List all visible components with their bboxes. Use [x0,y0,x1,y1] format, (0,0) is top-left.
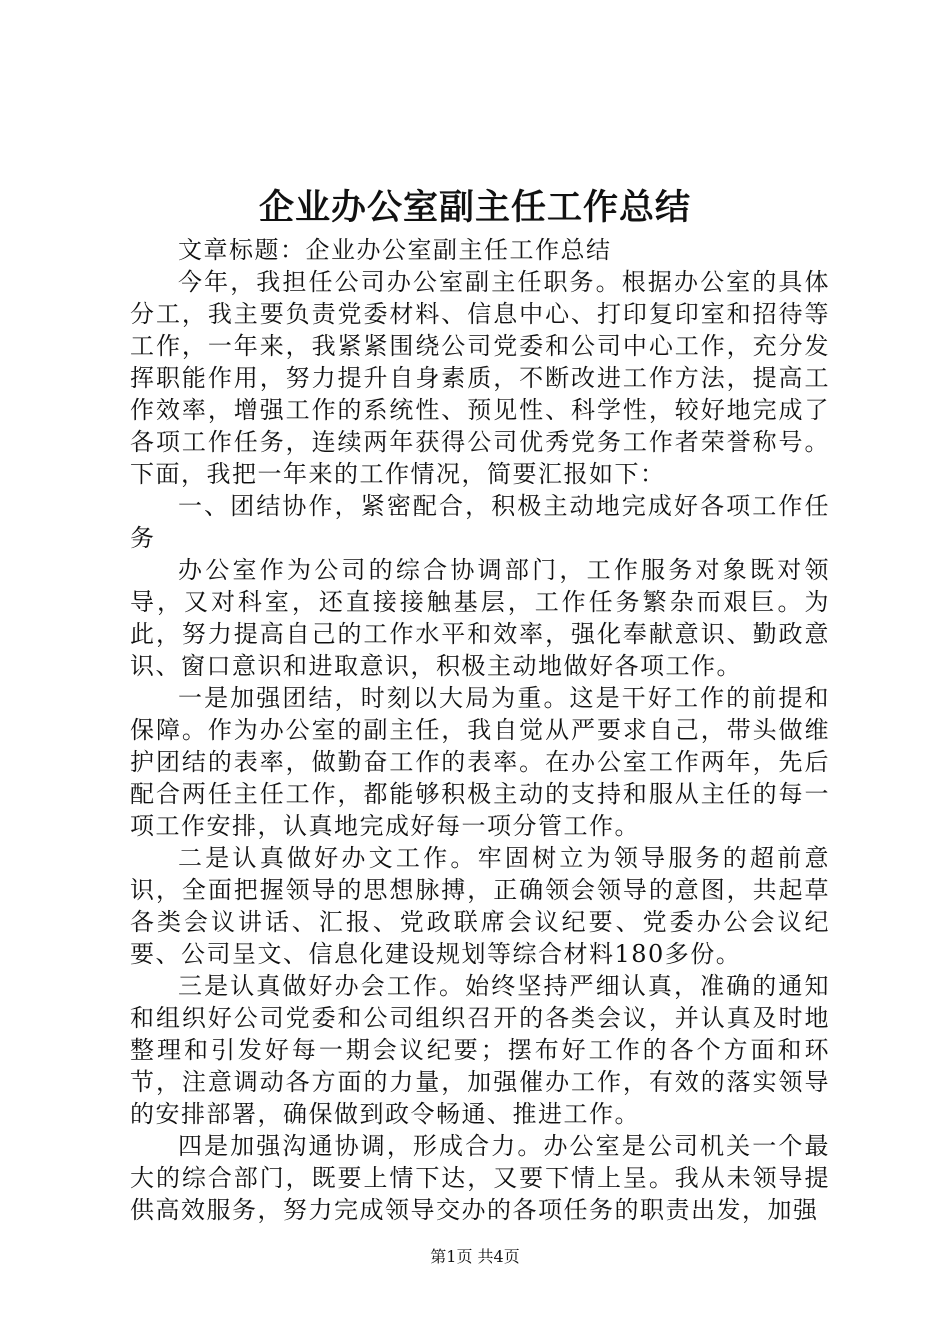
paragraph-point-three: 三是认真做好办会工作。始终坚持严细认真，准确的通知和组织好公司党委和公司组织召开的各类会议，并认真及时地整理和引发好每一期会议纪要；摆布好工作的各个方面和环节，注意调动各方面的力量，加强催办工作，有效的落实领导的安排部署，确保做到政令畅通、推进工作。 [130,972,830,1128]
paragraph-point-four: 四是加强沟通协调，形成合力。办公室是公司机关一个最大的综合部门，既要上情下达，又要下情上呈。我从未领导提供高效服务，努力完成领导交办的各项任务的职责出发，加强 [130,1132,830,1224]
paragraph-article-heading: 文章标题：企业办公室副主任工作总结 [178,236,612,264]
paragraph-point-one: 一是加强团结，时刻以大局为重。这是干好工作的前提和保障。作为办公室的副主任，我自觉从严要求自己，带头做维护团结的表率，做勤奋工作的表率。在办公室工作两年，先后配合两任主任工作，都能够积极主动的支持和服从主任的每一项工作安排，认真地完成好每一项分管工作。 [130,684,830,840]
paragraph-section-heading: 一、团结协作，紧密配合，积极主动地完成好各项工作任务 [130,492,830,552]
document-title: 企业办公室副主任工作总结 [258,187,691,228]
document-body [130,234,830,1226]
paragraph-intro: 今年，我担任公司办公室副主任职务。根据办公室的具体分工，我主要负责党委材料、信息中心、打印复印室和招待等工作，一年来，我紧紧围绕公司党委和公司中心工作，充分发挥职能作用，努力提升自身素质，不断改进工作方法，提高工作效率，增强工作的系统性、预见性、科学性，较好地完成了各项工作任务，连续两年获得公司优秀党务工作者荣誉称号。下面，我把一年来的工作情况，简要汇报如下： [130,268,830,488]
page-footer: 第1页 共4页 [430,1247,520,1266]
paragraph-point-two: 二是认真做好办文工作。牢固树立为领导服务的超前意识，全面把握领导的思想脉搏，正确领会领导的意图，共起草各类会议讲话、汇报、党政联席会议纪要、党委办公会议纪要、公司呈文、信息化建设规划等综合材料180多份。 [130,844,830,968]
paragraph-office-role: 办公室作为公司的综合协调部门，工作服务对象既对领导，又对科室，还直接接触基层，工作任务繁杂而艰巨。为此，努力提高自己的工作水平和效率，强化奉献意识、勤政意识、窗口意识和进取意识，积极主动地做好各项工作。 [130,556,830,680]
